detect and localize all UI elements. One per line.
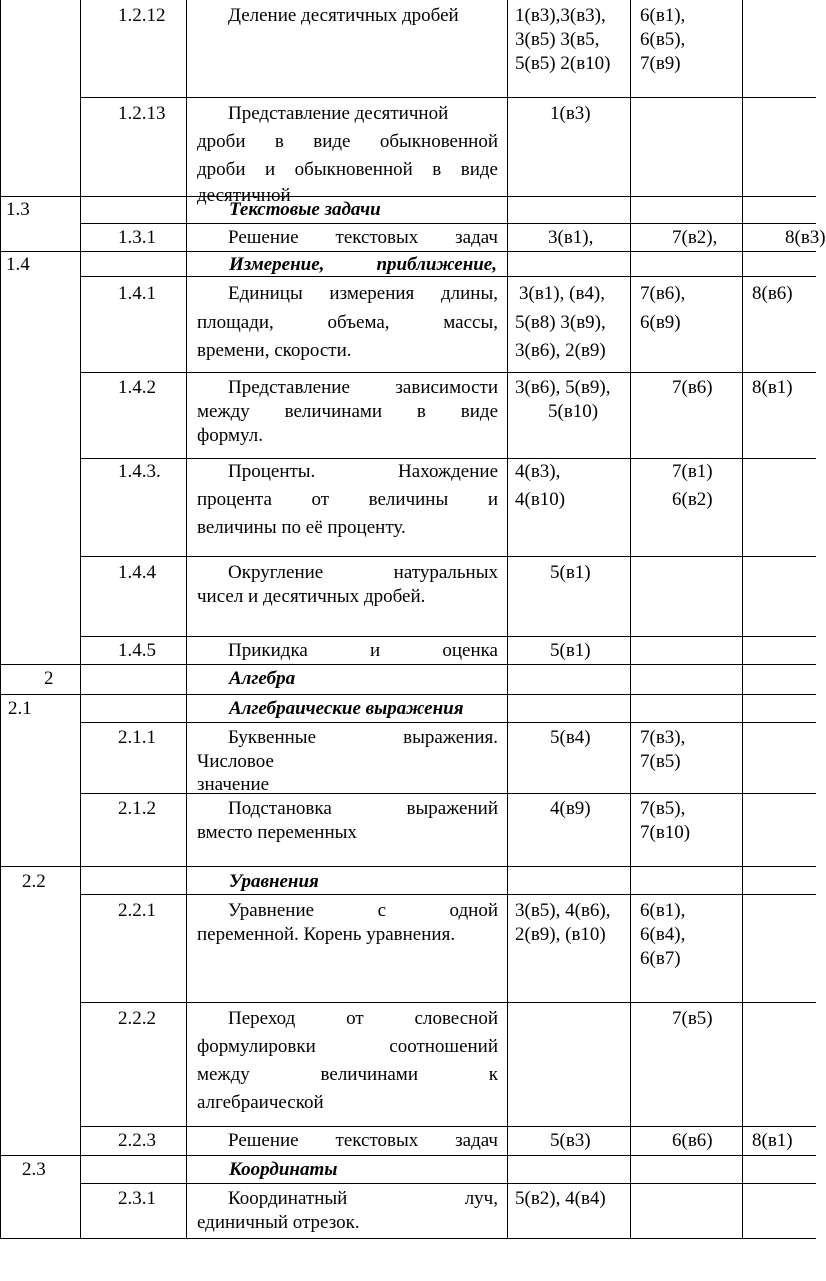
variant-cell: 5(в1) xyxy=(550,640,591,661)
row-line xyxy=(80,793,816,794)
variant-cell: 5(в2), 4(в4) xyxy=(515,1188,606,1209)
row-line xyxy=(0,1238,816,1239)
column-line xyxy=(507,0,508,1239)
row-title-line: Проценты. Нахождение xyxy=(228,461,498,482)
variant-cell: 4(в3), xyxy=(515,461,561,482)
row-code: 2.2.3 xyxy=(118,1130,156,1151)
row-code: 2.3.1 xyxy=(118,1188,156,1209)
row-code: 1.4.1 xyxy=(118,283,156,304)
section-title: Уравнения xyxy=(229,871,319,892)
row-title-line: формулировки соотношений xyxy=(197,1036,498,1057)
row-code: 2.1.1 xyxy=(118,727,156,748)
variant-cell: 2(в9), (в10) xyxy=(515,924,606,945)
variant-cell: 3(в5), 4(в6), xyxy=(515,900,611,921)
row-code: 1.4.5 xyxy=(118,640,156,661)
row-title: Деление десятичных дробей xyxy=(228,5,459,26)
row-title-line: Единицы измерения длины, xyxy=(228,283,498,304)
column-line xyxy=(630,0,631,1239)
variant-cell: 8(в6) xyxy=(752,283,793,304)
variant-cell: 7(в10) xyxy=(640,822,691,843)
variant-cell: 7(в5) xyxy=(640,751,681,772)
row-code: 1.4.4 xyxy=(118,562,156,583)
variant-cell: 7(в5) xyxy=(672,1008,713,1029)
section-code: 1.3 xyxy=(6,199,30,220)
variant-cell: 3(в1), (в4), xyxy=(519,283,606,304)
row-title: Решение текстовых задач xyxy=(228,227,498,248)
variant-cell: 3(в6), 2(в9) xyxy=(515,340,606,361)
variant-cell: 8(в3) xyxy=(785,227,826,248)
row-title-line: формул. xyxy=(197,425,263,446)
row-title-line: дроби и обыкновенной в виде xyxy=(197,159,498,180)
section-title: Алгебра xyxy=(229,668,296,689)
row-line xyxy=(0,664,816,665)
row-title-clip xyxy=(187,98,507,206)
row-line xyxy=(0,694,816,695)
row-title-line: Переход от словесной xyxy=(228,1008,498,1029)
variant-cell: 1(в3),3(в3), xyxy=(515,5,606,26)
variant-cell: 8(в1) xyxy=(752,377,793,398)
variant-cell: 6(в7) xyxy=(640,948,681,969)
variant-cell: 6(в1), xyxy=(640,900,686,921)
variant-cell: 7(в5), xyxy=(640,798,686,819)
row-title: Прикидка и оценка xyxy=(228,640,498,661)
variant-cell: 7(в2), xyxy=(672,227,718,248)
variant-cell: 7(в9) xyxy=(640,53,681,74)
variant-cell: 3(в5) 3(в5, xyxy=(515,29,600,50)
row-title: Решение текстовых задач xyxy=(228,1130,498,1151)
row-title-line: алгебраической xyxy=(197,1092,324,1113)
section-code: 2 xyxy=(44,668,54,689)
column-line xyxy=(80,0,81,1239)
section-title: Координаты xyxy=(229,1159,338,1180)
row-line xyxy=(80,1183,816,1184)
row-title-line: переменной. Корень уравнения. xyxy=(197,924,456,945)
variant-cell: 3(в6), 5(в9), xyxy=(515,377,611,398)
section-code: 2.2 xyxy=(22,871,46,892)
row-line xyxy=(80,636,816,637)
row-line xyxy=(80,372,816,373)
row-line xyxy=(80,722,816,723)
variant-cell: 5(в1) xyxy=(550,562,591,583)
section-code: 2.3 xyxy=(22,1159,46,1180)
variant-cell: 7(в1) xyxy=(672,461,713,482)
column-line xyxy=(742,0,743,1239)
row-title-line: Координатный луч, xyxy=(228,1188,498,1209)
row-line xyxy=(0,196,816,197)
row-title-line: между величинами к xyxy=(197,1064,498,1085)
variant-cell: 7(в6) xyxy=(672,377,713,398)
section-title: Алгебраические выражения xyxy=(229,698,464,719)
row-title-line: единичный отрезок. xyxy=(197,1212,360,1233)
variant-cell: 8(в1) xyxy=(752,1130,793,1151)
row-code: 1.3.1 xyxy=(118,227,156,248)
row-title-line: Уравнение с одной xyxy=(228,900,498,921)
variant-cell: 5(в4) xyxy=(550,727,591,748)
row-title-line: Округление натуральных xyxy=(228,562,498,583)
row-line xyxy=(80,223,816,224)
variant-cell: 6(в6) xyxy=(672,1130,713,1151)
row-title-line: времени, скорости. xyxy=(197,340,352,361)
row-title-line: десятичной xyxy=(197,185,291,206)
variant-cell: 6(в9) xyxy=(640,312,681,333)
variant-cell: 6(в4), xyxy=(640,924,686,945)
row-code: 2.1.2 xyxy=(118,798,156,819)
variant-cell: 7(в3), xyxy=(640,727,686,748)
variant-cell: 5(в3) xyxy=(550,1130,591,1151)
variant-cell: 6(в5), xyxy=(640,29,686,50)
section-code: 1.4 xyxy=(6,254,30,275)
variant-cell: 5(в5) 2(в10) xyxy=(515,53,611,74)
row-code: 1.4.3. xyxy=(118,461,161,482)
row-title-line: площади, объема, массы, xyxy=(197,312,498,333)
row-code: 1.4.2 xyxy=(118,377,156,398)
row-line xyxy=(0,866,816,867)
row-title-line: значение xyxy=(197,774,270,795)
variant-cell: 5(в10) xyxy=(548,401,599,422)
overflow-clip xyxy=(743,224,826,251)
row-title-line: чисел и десятичных дробей. xyxy=(197,586,426,607)
row-title-line: Представление десятичной xyxy=(228,103,449,124)
section-title: Измерение, приближение, xyxy=(229,254,497,275)
row-title-line: величины по её проценту. xyxy=(197,517,406,538)
row-code: 1.2.13 xyxy=(118,103,166,124)
variant-cell: 1(в3) xyxy=(550,103,591,124)
row-title-line: Подстановка выражений xyxy=(228,798,498,819)
section-title: Текстовые задачи xyxy=(229,199,381,220)
row-line xyxy=(80,556,816,557)
variant-cell: 7(в6), xyxy=(640,283,686,304)
variant-cell: 4(в9) xyxy=(550,798,591,819)
section-code: 2.1 xyxy=(8,698,32,719)
row-title-line: Представление зависимости xyxy=(228,377,498,398)
row-title-line: процента от величины и xyxy=(197,489,498,510)
row-code: 1.2.12 xyxy=(118,5,166,26)
row-line xyxy=(0,1155,816,1156)
row-title-line: Буквенные выражения. xyxy=(228,727,498,748)
row-line xyxy=(80,1002,816,1003)
variant-cell: 5(в8) 3(в9), xyxy=(515,312,606,333)
variant-cell: 3(в1), xyxy=(548,227,594,248)
row-line xyxy=(80,458,816,459)
row-title-line: вместо переменных xyxy=(197,822,357,843)
row-title-line: дроби в виде обыкновенной xyxy=(197,131,498,152)
row-line xyxy=(0,251,816,252)
variant-cell: 6(в2) xyxy=(672,489,713,510)
variant-cell: 4(в10) xyxy=(515,489,566,510)
row-line xyxy=(80,1126,816,1127)
column-line xyxy=(0,0,1,1239)
variant-cell: 6(в1), xyxy=(640,5,686,26)
row-title-line: между величинами в виде xyxy=(197,401,498,422)
row-code: 2.2.2 xyxy=(118,1008,156,1029)
row-title-line: Числовое xyxy=(197,751,274,772)
row-code: 2.2.1 xyxy=(118,900,156,921)
row-line xyxy=(80,894,816,895)
